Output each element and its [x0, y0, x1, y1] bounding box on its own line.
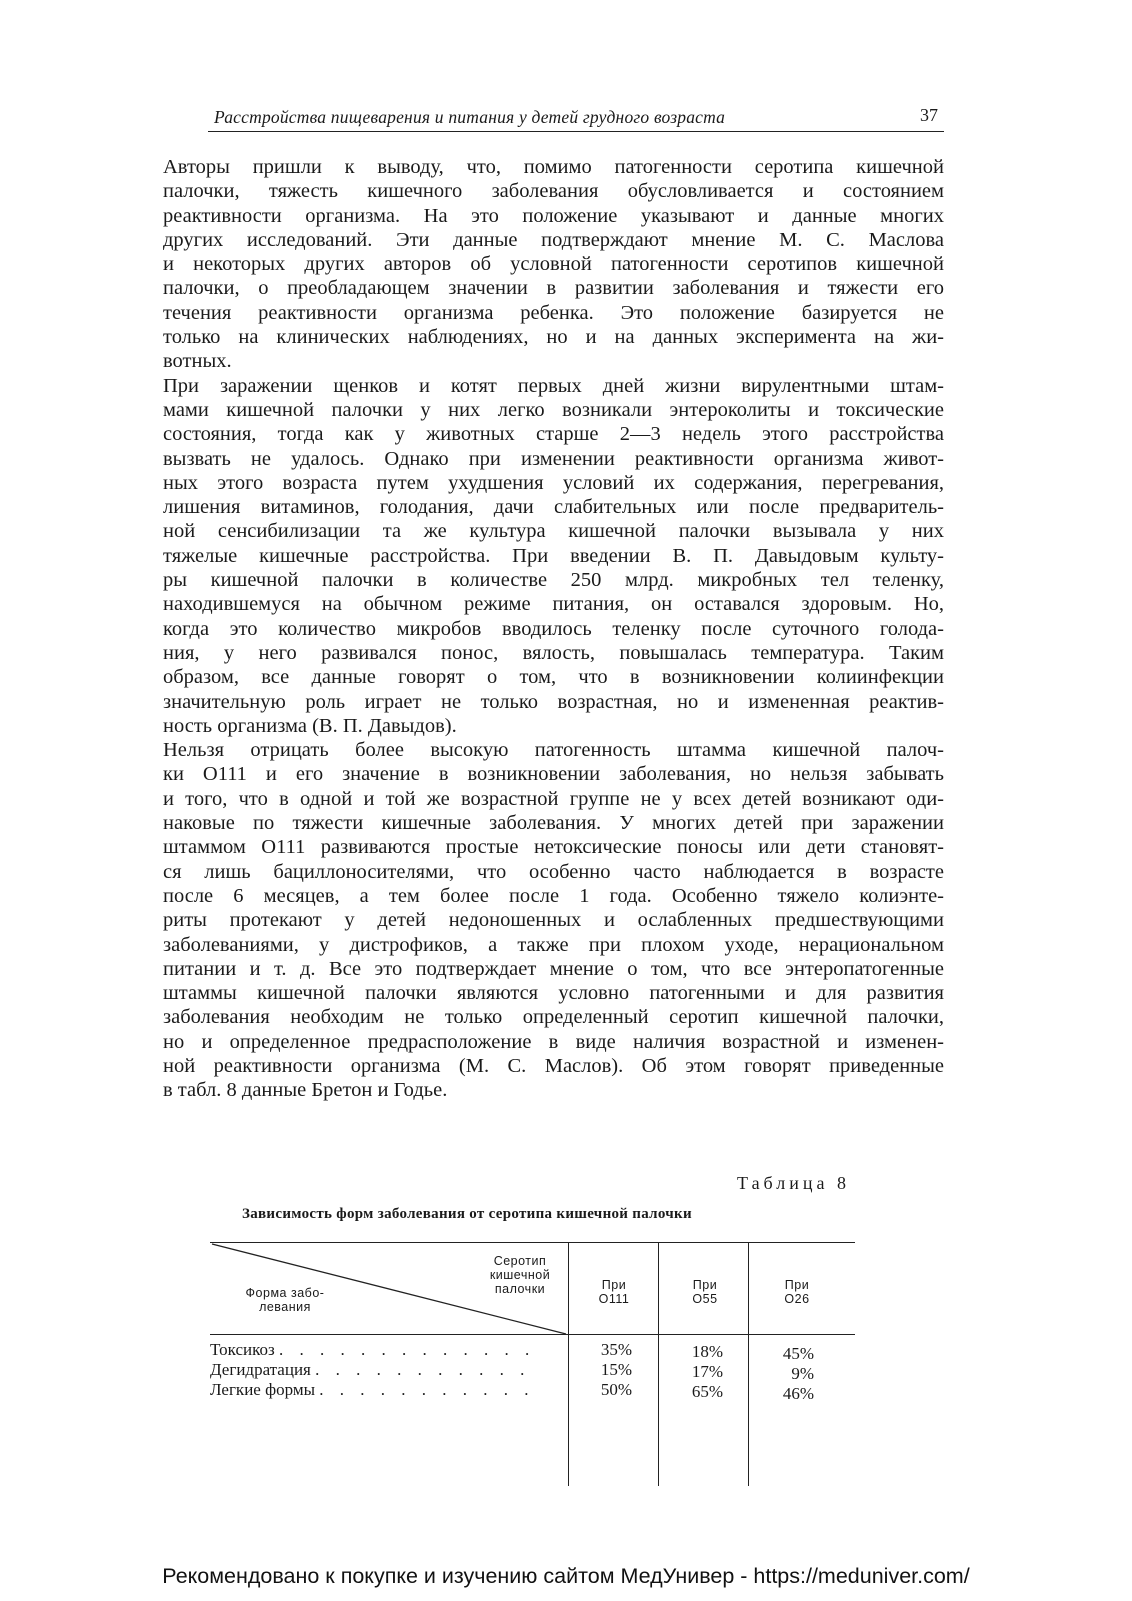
- column-header-o26: [757, 1278, 837, 1306]
- column-header-line: O111: [598, 1292, 630, 1306]
- text-line: заболевания необходим не только определенный серотип кишечной палочки,: [163, 1006, 944, 1029]
- text-line: значительную роль играет не только возрастная, но и измененная реактив-: [163, 690, 944, 713]
- corner-bottom-line: левания: [259, 1300, 311, 1314]
- corner-bottom-line: Форма забо-: [245, 1286, 325, 1300]
- text-line: других исследований. Эти данные подтверждают мнение М. С. Маслова: [163, 228, 944, 251]
- row-leader-dots: . . . . . . . . . . . . .: [278, 1340, 536, 1359]
- table-title: Зависимость форм заболевания от серотипа кишечной палочки: [242, 1206, 692, 1222]
- body-text: [133, 155, 944, 1103]
- corner-top-line: палочки: [494, 1282, 546, 1296]
- text-line: течения реактивности организма ребенка. Это положение базируется не: [163, 301, 944, 324]
- column-header-o55: [665, 1278, 745, 1306]
- data-table: [210, 1242, 855, 1486]
- text-line: только на клинических наблюдениях, но и на данных эксперимента на жи-: [163, 326, 944, 349]
- table-caption: Таблица 8: [737, 1173, 850, 1193]
- text-line: находившемуся на обычном режиме питания, он оставался здоровым. Но,: [163, 593, 944, 616]
- text-line: и некоторых других авторов об условной патогенности серотипов кишечной: [163, 253, 944, 276]
- text-line: Авторы пришли к выводу, что, помимо патогенности серотипа кишечной: [163, 156, 944, 178]
- text-line: палочки, тяжесть кишечного заболевания обусловливается и состоянием: [163, 180, 944, 203]
- table-row-label: [210, 1340, 550, 1360]
- page-number: 37: [920, 105, 938, 125]
- text-line: При заражении щенков и котят первых дней жизни вирулентными штам-: [163, 374, 944, 397]
- row-leader-dots: . . . . . . . . . . .: [315, 1360, 531, 1379]
- text-line: образом, все данные говорят о том, что в возникновении колиинфекции: [163, 666, 944, 689]
- running-header-title: Расстройства пищеварения и питания у детей грудного возраста: [214, 107, 726, 127]
- corner-header-serotype: [460, 1254, 580, 1296]
- running-header: [208, 105, 944, 132]
- column-header-line: При: [784, 1278, 810, 1292]
- corner-top-line: Серотип: [493, 1254, 547, 1268]
- table-row-label: [210, 1360, 550, 1380]
- column-header-line: O55: [692, 1292, 718, 1306]
- text-line: заболеваниями, у дистрофиков, а также при плохом уходе, нерациональном: [163, 933, 944, 956]
- table-cell: 65%: [691, 1382, 723, 1401]
- row-label-text: Легкие формы: [210, 1380, 316, 1399]
- text-line: состояния, тогда как у животных старше 2—3 недель этого расстройства: [163, 423, 944, 446]
- text-line: наковые по тяжести кишечные заболевания. У многих детей при заражении: [163, 812, 944, 835]
- text-line: ния, у него развивался понос, вялость, повышалась температура. Таким: [163, 641, 944, 664]
- table-cell: 18%: [691, 1342, 723, 1361]
- row-label-text: Дегидратация: [210, 1360, 311, 1379]
- table-cell: 45%: [782, 1344, 814, 1363]
- corner-header-form: [230, 1286, 340, 1314]
- text-line: вызвать не удалось. Однако при изменении реактивности организма живот-: [163, 447, 944, 470]
- text-line: и того, что в одной и той же возрастной группе не у всех детей возникают оди-: [163, 787, 944, 810]
- text-line: лишения витаминов, голодания, дачи слабительных или после предваритель-: [163, 496, 944, 519]
- paragraph: [133, 374, 944, 738]
- text-line: в табл. 8 данные Бретон и Годье.: [163, 1079, 448, 1102]
- text-line: тяжелые кишечные расстройства. При введении В. П. Давыдовым культу-: [163, 544, 944, 567]
- text-line: после 6 месяцев, а тем более после 1 года. Особенно тяжело колиэнте-: [163, 884, 944, 907]
- column-header-line: При: [692, 1278, 718, 1292]
- table-cell: 35%: [600, 1340, 632, 1359]
- text-line: мами кишечной палочки у них легко возникали энтероколиты и токсические: [163, 398, 944, 421]
- row-label-text: Токсикоз: [210, 1340, 275, 1359]
- text-line: ной сенсибилизации та же культура кишечной палочки вызывала у них: [163, 520, 944, 543]
- paragraph: [133, 155, 944, 374]
- text-line: но и определенное предрасположение в виде наличия возрастной и изменен-: [163, 1030, 944, 1053]
- corner-top-line: кишечной: [489, 1268, 551, 1282]
- column-header-line: При: [601, 1278, 627, 1292]
- site-footer-note: Рекомендовано к покупке и изучению сайтом МедУнивер - https://meduniver.com/: [162, 1564, 970, 1588]
- table-cell: 50%: [600, 1380, 632, 1399]
- table-cell: 46%: [782, 1384, 814, 1403]
- text-line: ной реактивности организма (М. С. Маслов). Об этом говорят приведенные: [163, 1054, 944, 1077]
- table-cell: 17%: [691, 1362, 723, 1381]
- table-cell: 15%: [600, 1360, 632, 1379]
- text-line: палочки, о преобладающем значении в развитии заболевания и тяжести его: [163, 277, 944, 300]
- text-line: ры кишечной палочки в количестве 250 млрд. микробных тел теленку,: [163, 569, 944, 592]
- text-line: Нельзя отрицать более высокую патогенность штамма кишечной палоч-: [163, 739, 944, 762]
- table-cell: 9%: [791, 1364, 814, 1383]
- row-leader-dots: . . . . . . . . . . .: [319, 1380, 535, 1399]
- text-line: питании и т. д. Все это подтверждает мнение о том, что все энтеропатогенные: [163, 957, 944, 980]
- text-line: реактивности организма. На это положение указывают и данные многих: [163, 204, 944, 227]
- text-line: ных этого возраста путем ухудшения условий их содержания, перегревания,: [163, 471, 944, 494]
- text-line: ность организма (В. П. Давыдов).: [163, 714, 457, 737]
- text-line: ся лишь бациллоносителями, что особенно часто наблюдается в возрасте: [163, 860, 944, 883]
- text-line: штаммом O111 развиваются простые нетоксические поносы или дети становят-: [163, 836, 944, 859]
- column-header-line: O26: [784, 1292, 810, 1306]
- text-line: штаммы кишечной палочки являются условно патогенными и для развития: [163, 982, 944, 1005]
- column-header-o111: [574, 1278, 654, 1306]
- paragraph: [133, 738, 944, 1102]
- text-line: когда это количество микробов вводилось теленку после суточного голода-: [163, 617, 944, 640]
- text-line: ки O111 и его значение в возникновении заболевания, но нельзя забывать: [163, 763, 944, 786]
- text-line: вотных.: [163, 350, 232, 373]
- table-row-label: [210, 1380, 550, 1400]
- text-line: риты протекают у детей недоношенных и ослабленных предшествующими: [163, 909, 944, 932]
